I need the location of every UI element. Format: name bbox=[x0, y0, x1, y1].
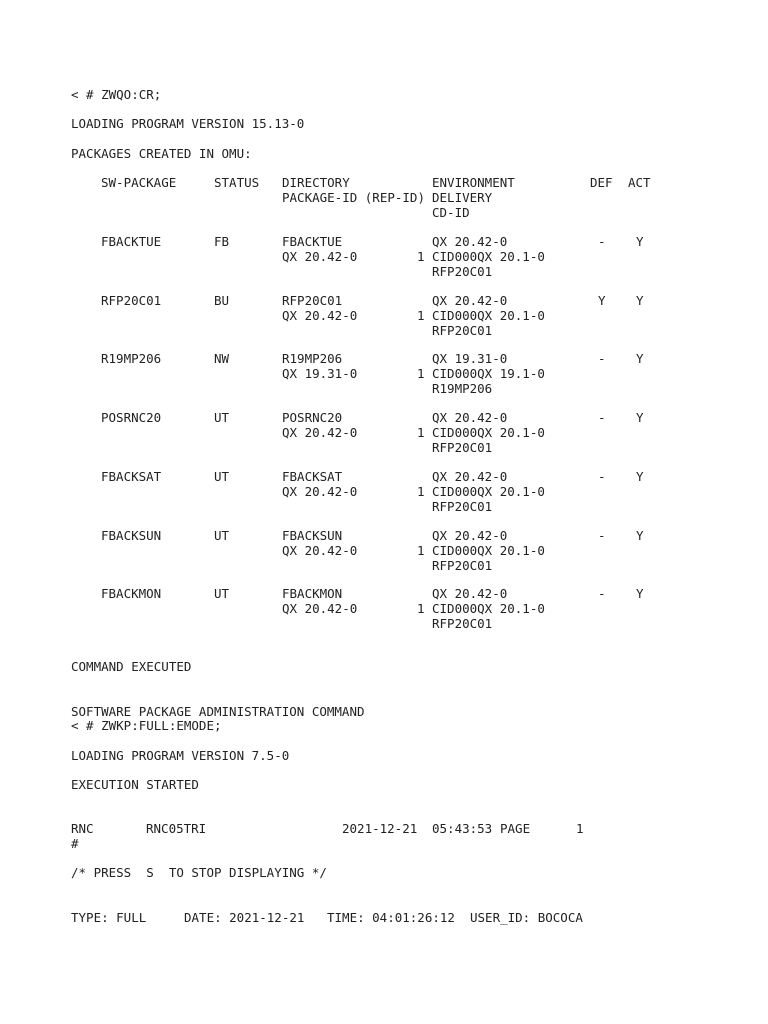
row-act: Y bbox=[636, 351, 644, 366]
command-line-2: < # ZWKP:FULL:EMODE; bbox=[71, 718, 222, 733]
row-package-id: QX 20.42-0 bbox=[282, 601, 358, 616]
row-cd-id: R19MP206 bbox=[432, 381, 493, 396]
row-cd-id: RFP20C01 bbox=[432, 616, 493, 631]
row-status: BU bbox=[214, 293, 230, 308]
row-directory: FBACKSAT bbox=[282, 469, 343, 484]
user-id-value: USER_ID: BOCOCA bbox=[470, 910, 583, 925]
row-cd-id: RFP20C01 bbox=[432, 323, 493, 338]
row-directory: R19MP206 bbox=[282, 351, 343, 366]
row-def: - bbox=[598, 234, 606, 249]
rnc-label: RNC bbox=[71, 821, 94, 836]
row-rep-id: 1 bbox=[417, 366, 425, 381]
row-delivery: CID000QX 20.1-0 bbox=[432, 484, 545, 499]
row-act: Y bbox=[636, 410, 644, 425]
row-status: NW bbox=[214, 351, 230, 366]
row-directory: FBACKMON bbox=[282, 586, 343, 601]
row-def: - bbox=[598, 586, 606, 601]
row-environment: QX 20.42-0 bbox=[432, 469, 508, 484]
row-status: UT bbox=[214, 469, 230, 484]
row-delivery: CID000QX 19.1-0 bbox=[432, 366, 545, 381]
header-cd-id: CD-ID bbox=[432, 205, 470, 220]
row-delivery: CID000QX 20.1-0 bbox=[432, 425, 545, 440]
row-def: Y bbox=[598, 293, 606, 308]
row-sw-package: POSRNC20 bbox=[101, 410, 162, 425]
row-directory: POSRNC20 bbox=[282, 410, 343, 425]
header-sw-package: SW-PACKAGE bbox=[101, 175, 177, 190]
header-def: DEF bbox=[590, 175, 613, 190]
row-environment: QX 20.42-0 bbox=[432, 234, 508, 249]
row-sw-package: FBACKSUN bbox=[101, 528, 162, 543]
row-rep-id: 1 bbox=[417, 543, 425, 558]
row-cd-id: RFP20C01 bbox=[432, 499, 493, 514]
header-act: ACT bbox=[628, 175, 651, 190]
row-sw-package: RFP20C01 bbox=[101, 293, 162, 308]
row-package-id: QX 19.31-0 bbox=[282, 366, 358, 381]
row-cd-id: RFP20C01 bbox=[432, 264, 493, 279]
row-environment: QX 20.42-0 bbox=[432, 528, 508, 543]
report-time: 05:43:53 bbox=[432, 821, 493, 836]
header-environment: ENVIRONMENT bbox=[432, 175, 515, 190]
row-environment: QX 20.42-0 bbox=[432, 586, 508, 601]
row-status: FB bbox=[214, 234, 230, 249]
row-sw-package: FBACKSAT bbox=[101, 469, 162, 484]
row-sw-package: R19MP206 bbox=[101, 351, 162, 366]
header-directory: DIRECTORY bbox=[282, 175, 350, 190]
row-def: - bbox=[598, 410, 606, 425]
row-package-id: QX 20.42-0 bbox=[282, 425, 358, 440]
page-number: 1 bbox=[576, 821, 584, 836]
row-act: Y bbox=[636, 293, 644, 308]
row-act: Y bbox=[636, 234, 644, 249]
row-rep-id: 1 bbox=[417, 425, 425, 440]
row-status: UT bbox=[214, 586, 230, 601]
row-sw-package: FBACKMON bbox=[101, 586, 162, 601]
row-rep-id: 1 bbox=[417, 249, 425, 264]
row-def: - bbox=[598, 469, 606, 484]
row-cd-id: RFP20C01 bbox=[432, 558, 493, 573]
row-environment: QX 20.42-0 bbox=[432, 410, 508, 425]
row-environment: QX 20.42-0 bbox=[432, 293, 508, 308]
header-package-id: PACKAGE-ID (REP-ID) bbox=[282, 190, 425, 205]
row-cd-id: RFP20C01 bbox=[432, 440, 493, 455]
row-rep-id: 1 bbox=[417, 601, 425, 616]
execution-started: EXECUTION STARTED bbox=[71, 777, 199, 792]
row-package-id: QX 20.42-0 bbox=[282, 543, 358, 558]
report-date: 2021-12-21 bbox=[342, 821, 418, 836]
row-sw-package: FBACKTUE bbox=[101, 234, 162, 249]
loading-program-line-1: LOADING PROGRAM VERSION 15.13-0 bbox=[71, 116, 305, 131]
date-value: DATE: 2021-12-21 bbox=[184, 910, 305, 925]
row-rep-id: 1 bbox=[417, 484, 425, 499]
packages-title: PACKAGES CREATED IN OMU: bbox=[71, 146, 252, 161]
row-delivery: CID000QX 20.1-0 bbox=[432, 308, 545, 323]
type-value: TYPE: FULL bbox=[71, 910, 147, 925]
admin-command-title: SOFTWARE PACKAGE ADMINISTRATION COMMAND bbox=[71, 704, 365, 719]
row-directory: FBACKTUE bbox=[282, 234, 343, 249]
loading-program-line-2: LOADING PROGRAM VERSION 7.5-0 bbox=[71, 748, 290, 763]
press-stop-note: /* PRESS S TO STOP DISPLAYING */ bbox=[71, 865, 327, 880]
row-delivery: CID000QX 20.1-0 bbox=[432, 249, 545, 264]
row-status: UT bbox=[214, 528, 230, 543]
row-status: UT bbox=[214, 410, 230, 425]
header-status: STATUS bbox=[214, 175, 260, 190]
row-rep-id: 1 bbox=[417, 308, 425, 323]
header-delivery: DELIVERY bbox=[432, 190, 493, 205]
rnc-name: RNC05TRI bbox=[146, 821, 207, 836]
row-act: Y bbox=[636, 469, 644, 484]
row-environment: QX 19.31-0 bbox=[432, 351, 508, 366]
row-delivery: CID000QX 20.1-0 bbox=[432, 543, 545, 558]
row-delivery: CID000QX 20.1-0 bbox=[432, 601, 545, 616]
command-executed: COMMAND EXECUTED bbox=[71, 659, 192, 674]
row-def: - bbox=[598, 528, 606, 543]
time-value: TIME: 04:01:26:12 bbox=[327, 910, 455, 925]
row-package-id: QX 20.42-0 bbox=[282, 249, 358, 264]
row-directory: RFP20C01 bbox=[282, 293, 343, 308]
row-def: - bbox=[598, 351, 606, 366]
row-package-id: QX 20.42-0 bbox=[282, 308, 358, 323]
row-act: Y bbox=[636, 528, 644, 543]
row-act: Y bbox=[636, 586, 644, 601]
row-directory: FBACKSUN bbox=[282, 528, 343, 543]
row-package-id: QX 20.42-0 bbox=[282, 484, 358, 499]
page-label: PAGE bbox=[500, 821, 531, 836]
prompt-hash: # bbox=[71, 836, 79, 851]
command-line-1: < # ZWQO:CR; bbox=[71, 87, 162, 102]
